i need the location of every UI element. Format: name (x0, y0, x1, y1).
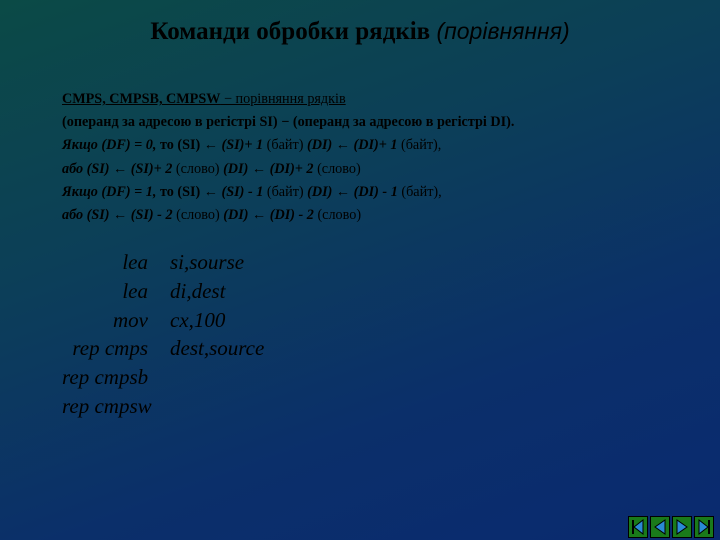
code-instruction: lea (122, 278, 148, 303)
title-main: Команди обробки рядків (150, 18, 431, 45)
code-operands: cx,100 (170, 307, 226, 332)
last-slide-icon (695, 517, 713, 537)
command-names: CMPS, CMPSB, CMPSW (62, 91, 221, 107)
desc-line-6 (62, 204, 702, 227)
df1-di-expr: (DI) ← (DI) - 1 (307, 183, 402, 200)
df1-word-si: або (SI) ← (SI) - 2 (62, 207, 177, 224)
df1-word-unit-2: (слово) (317, 207, 362, 224)
code-operands: dest,source (170, 336, 265, 361)
desc-line-3 (62, 134, 702, 157)
df0-unit: (байт) (266, 137, 307, 154)
command-desc: − порівняння рядків (220, 91, 346, 107)
df0-condition: Якщо (DF) = 0, (62, 137, 160, 154)
previous-slide-button[interactable] (650, 516, 670, 538)
df1-word-di: (DI) ← (DI) - 2 (223, 207, 318, 224)
code-instruction: mov (113, 307, 148, 332)
first-slide-button[interactable] (628, 516, 648, 538)
code-instruction: rep cmps (72, 336, 148, 361)
code-instruction: rep cmpsw (62, 393, 152, 418)
next-slide-button[interactable] (672, 516, 692, 538)
df0-word-unit-2: (слово) (317, 160, 361, 177)
code-operands: si,sourse (170, 250, 245, 274)
previous-slide-icon (651, 517, 669, 537)
df0-si-expr: ← (SI)+ 1 (203, 137, 267, 154)
title-sub: (порівняння) (436, 18, 570, 44)
slide-title (0, 18, 720, 46)
df1-si: то (SI) (159, 183, 204, 200)
df0-word-unit: (слово) (175, 160, 224, 177)
df0-unit-2: (байт), (400, 137, 442, 154)
df1-condition: Якщо (DF) = 1, (62, 183, 160, 200)
df1-si-expr: ← (SI) - 1 (203, 183, 267, 200)
df0-word-si: або (SI) ← (SI)+ 2 (62, 160, 176, 177)
code-operands: di,dest (170, 278, 226, 303)
first-slide-icon (629, 517, 647, 537)
code-instruction: lea (122, 250, 148, 274)
df0-si: то (SI) (159, 137, 204, 154)
next-slide-icon (673, 517, 691, 537)
df1-unit: (байт) (266, 183, 308, 200)
df1-unit-2: (байт), (401, 183, 442, 200)
code-instruction: rep cmpsb (62, 365, 149, 390)
df0-di-expr: (DI) ← (DI)+ 1 (306, 137, 401, 154)
desc-line-5 (62, 181, 702, 204)
desc-line-2: (операнд за адресою в регістрі SI) − (операнд за адресою в регістрі DI). (62, 114, 515, 131)
df0-word-di: (DI) ← (DI)+ 2 (223, 160, 318, 177)
last-slide-button[interactable] (694, 516, 714, 538)
desc-line-1 (62, 88, 702, 111)
df1-word-unit: (слово) (176, 207, 224, 224)
desc-line-4 (62, 158, 702, 181)
description-block (62, 88, 702, 227)
